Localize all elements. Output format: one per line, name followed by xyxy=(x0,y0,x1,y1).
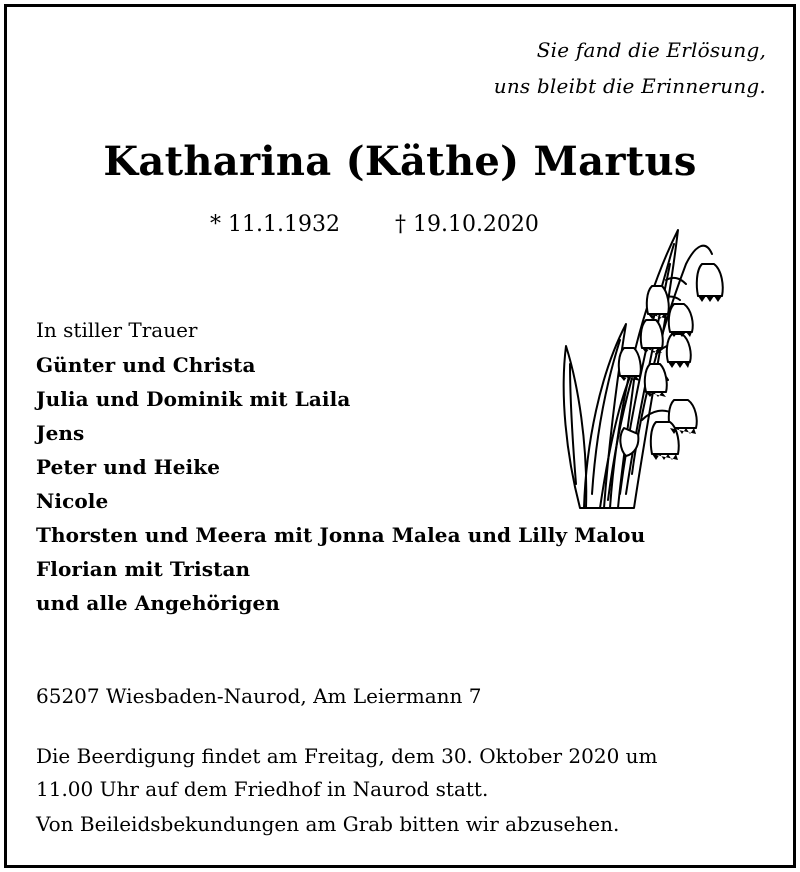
motto xyxy=(494,32,766,104)
mourner-name: Jens xyxy=(36,421,85,445)
mourner-name: Thorsten und Meera mit Jonna Malea und Lilly Malou xyxy=(36,523,646,547)
birth-date: * 11.1.1932 xyxy=(210,212,340,237)
funeral-line-3: Von Beileidsbekundungen am Grab bitten wir abzusehen. xyxy=(36,812,620,836)
motto-line-2: uns bleibt die Erinnerung. xyxy=(493,74,766,98)
mourner-name: Julia und Dominik mit Laila xyxy=(36,387,351,411)
deceased-name: Katharina (Käthe) Martus xyxy=(103,138,697,185)
motto-line-1: Sie fand die Erlösung, xyxy=(536,38,766,62)
mourner-name: Günter und Christa xyxy=(36,353,256,377)
mourner-name: Florian mit Tristan xyxy=(36,557,251,581)
mourners-block xyxy=(36,312,645,620)
death-date: † 19.10.2020 xyxy=(394,212,539,237)
lily-of-the-valley-icon xyxy=(556,224,732,516)
mourner-name: Peter und Heike xyxy=(36,455,221,479)
mourning-intro: In stiller Trauer xyxy=(36,318,198,342)
life-dates xyxy=(210,212,539,237)
funeral-line-2: 11.00 Uhr auf dem Friedhof in Naurod statt. xyxy=(36,777,489,801)
mourner-name: Nicole xyxy=(36,489,109,513)
funeral-line-1: Die Beerdigung findet am Freitag, dem 30. Oktober 2020 um xyxy=(36,744,658,768)
funeral-info xyxy=(36,740,776,841)
mourner-name: und alle Angehörigen xyxy=(36,591,280,615)
family-address: 65207 Wiesbaden-Naurod, Am Leiermann 7 xyxy=(36,684,482,708)
